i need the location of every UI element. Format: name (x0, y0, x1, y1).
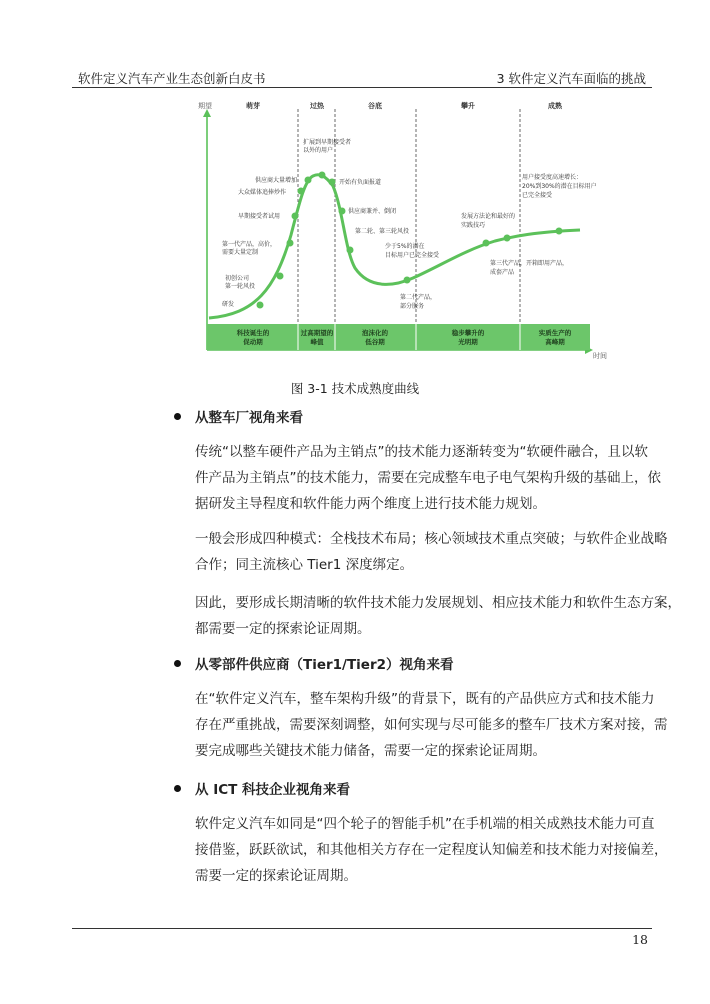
annotation-text: 供应商大量增加 (255, 177, 298, 184)
body-paragraph (195, 686, 668, 764)
footer-divider (72, 928, 652, 929)
annotation-text: 研发 (222, 301, 235, 308)
milestone-dot (298, 188, 305, 195)
annotation-text: 以外的用户 (303, 147, 334, 154)
header-chapter-title: 3 软件定义汽车面临的挑战 (496, 71, 646, 86)
body-paragraph (195, 590, 681, 642)
text-line: 都需要一定的探索论证周期。 (195, 621, 371, 637)
band-1-line-2: 促动期 (243, 338, 263, 346)
y-axis-arrow (203, 109, 211, 117)
band-5-line-2: 高峰期 (545, 338, 565, 346)
milestone-dot (319, 172, 326, 179)
phase-label-2: 过热 (310, 102, 324, 110)
page-header (72, 69, 652, 88)
annotation-text: 用户接受度高速增长： (522, 174, 583, 181)
milestone-dot (347, 247, 354, 254)
text-line: 据研发主导程度和软件能力两个维度上进行技术能力规划。 (195, 496, 546, 512)
x-axis-label: 时间 (593, 352, 607, 360)
band-3-line-1: 泡沫化的 (362, 329, 388, 337)
text-line: 传统“以整车硬件产品为主销点”的技术能力逐渐转变为“软硬件融合，且以软 (195, 444, 648, 460)
annotation-text: 20%到30%的潜在目标用户 (522, 183, 597, 190)
body-paragraph (195, 811, 668, 889)
text-line: 要完成哪些关键技术能力储备，需要一定的探索论证周期。 (195, 743, 546, 759)
band-4-line-1: 稳步攀升的 (451, 329, 485, 337)
body-paragraph (195, 526, 668, 578)
hype-cycle-diagram (195, 100, 615, 362)
phase-label-3: 谷底 (368, 102, 382, 110)
annotation-text: 第三代产品，开箱即用产品， (490, 260, 569, 267)
milestone-dot (257, 302, 264, 309)
milestone-dot (483, 240, 490, 247)
section-heading (174, 653, 454, 673)
annotation-text: 目标用户已完全接受 (385, 252, 440, 259)
hype-cycle-figure (195, 100, 615, 362)
page-number: 18 (632, 932, 648, 947)
section-heading (174, 406, 303, 426)
annotation-text: 第二代产品， (400, 294, 437, 301)
phase-label-4: 攀升 (461, 102, 475, 110)
annotation-text: 第一代产品，高价， (222, 241, 277, 248)
band-5-line-1: 实质生产的 (538, 329, 572, 337)
header-document-title: 软件定义汽车产业生态创新白皮书 (78, 71, 266, 86)
body-paragraph (195, 439, 661, 517)
milestone-dot (305, 177, 312, 184)
milestone-dot (277, 273, 284, 280)
bullet-icon (174, 660, 181, 667)
phase-band (207, 324, 590, 350)
figure-caption: 图 3-1 技术成熟度曲线 (290, 381, 420, 396)
annotation-text: 初创公司 (225, 275, 250, 282)
milestone-dot (287, 240, 294, 247)
annotation-text: 实践技巧 (461, 222, 486, 229)
text-line: 需要一定的探索论证周期。 (195, 868, 357, 884)
section-heading (174, 778, 350, 798)
text-line: 因此，要形成长期清晰的软件技术能力发展规划、相应技术能力和软件生态方案， (195, 595, 681, 611)
annotation-text: 大众媒体追捧炒作 (238, 189, 287, 196)
annotation-text: 部分服务 (400, 303, 425, 310)
bullet-icon (174, 785, 181, 792)
text-line: 软件定义汽车如同是“四个轮子的智能手机”在手机端的相关成熟技术能力可直 (195, 816, 655, 832)
text-line: 接借鉴，跃跃欲试，和其他相关方存在一定程度认知偏差和技术能力对接偏差， (195, 842, 668, 858)
text-line: 一般会形成四种模式：全栈技术布局；核心领域技术重点突破；与软件企业战略 (195, 531, 668, 547)
phase-label-1: 萌芽 (246, 102, 260, 110)
band-3-line-2: 低谷期 (365, 338, 385, 346)
band-2-line-1: 过高期望的 (300, 329, 334, 337)
milestone-dot (404, 277, 411, 284)
milestone-dot (292, 213, 299, 220)
section-title: 从 ICT 科技企业视角来看 (195, 782, 351, 798)
annotation-text: 少于5%的潜在 (385, 243, 425, 250)
bullet-icon (174, 413, 181, 420)
milestone-dot (504, 235, 511, 242)
band-2-line-2: 峰值 (310, 338, 324, 346)
milestone-dot (556, 228, 563, 235)
milestone-dot (339, 208, 346, 215)
annotation-text: 扩展到早期接受者 (303, 139, 352, 146)
text-line: 存在严重挑战，需要深刻调整，如何实现与尽可能多的整车厂技术方案对接，需 (195, 717, 668, 733)
text-line: 合作；同主流核心 Tier1 深度绑定。 (195, 557, 414, 573)
annotation-text: 已完全接受 (522, 192, 553, 199)
annotation-text: 需要大量定制 (222, 249, 259, 256)
section-title: 从零部件供应商（Tier1/Tier2）视角来看 (195, 657, 454, 673)
phase-label-5: 成熟 (548, 102, 562, 110)
annotation-text: 供应商兼并、倒闭 (348, 208, 397, 215)
annotation-text: 成套产品 (490, 269, 515, 276)
section-title: 从整车厂视角来看 (195, 410, 303, 426)
text-line: 件产品为主销点”的技术能力，需要在完成整车电子电气架构升级的基础上，依 (195, 470, 661, 486)
annotation-text: 发展方法论和最好的 (461, 213, 516, 220)
milestone-dot (329, 179, 336, 186)
band-4-line-2: 光明期 (458, 338, 478, 346)
annotation-text: 早期接受者试用 (238, 213, 281, 220)
band-1-line-1: 科技诞生的 (236, 329, 270, 337)
annotation-text: 第二轮、第三轮风投 (355, 228, 410, 235)
annotation-text: 开始有负面报道 (339, 179, 382, 186)
annotation-text: 第一轮风投 (225, 283, 256, 290)
y-axis-label: 期望 (198, 102, 212, 110)
text-line: 在“软件定义汽车，整车架构升级”的背景下，既有的产品供应方式和技术能力 (195, 691, 655, 707)
